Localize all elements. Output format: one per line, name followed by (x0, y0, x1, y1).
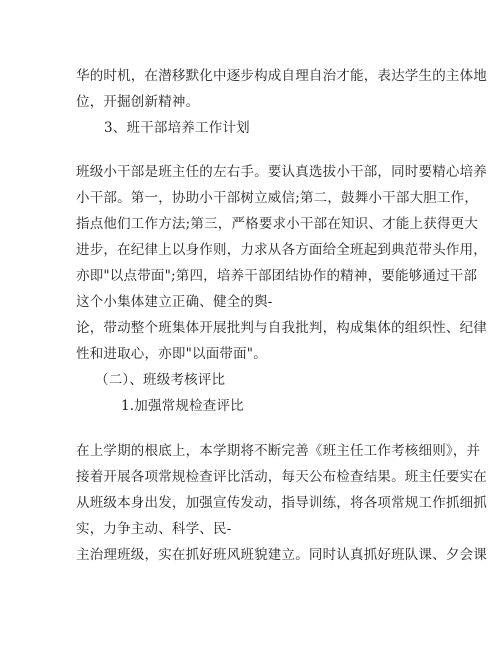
text-line: 华的时机，在潜移默化中逐步构成自理自治才能，表达学生的主体地 (76, 68, 487, 84)
text-line: 位，开掘创新精神。 (76, 94, 200, 110)
text-line: 性和进取心，亦即"以面带面"。 (76, 346, 267, 362)
text-line: 指点他们工作方法;第三，严格要求小干部在知识、才能上获得更大 (76, 216, 479, 232)
text-line: 论，带动整个班集体开展批判与自我批判，构成集体的组织性、纪律 (76, 320, 487, 336)
text-line: 这个小集体建立正确、健全的舆- (76, 294, 273, 310)
text-line: 班级小干部是班主任的左右手。要认真选拔小干部，同时要精心培养 (76, 164, 487, 180)
text-line: 进步，在纪律上以身作则，力求从各方面给全班起到典范带头作用， (76, 242, 487, 258)
text-line: 从班级本身出发，加强宣传发动，指导训练，将各项常规工作抓细抓 (76, 495, 487, 511)
text-line: 小干部。第一，协助小干部树立威信;第二，鼓舞小干部大胆工作， (76, 190, 479, 206)
text-line: 在上学期的根底上，本学期将不断完善《班主任工作考核细则》，并 (76, 443, 481, 459)
text-line: 亦即"以点带面";第四，培养干部团结协作的精神，要能够通过干部 (76, 268, 478, 284)
subsection-heading: 1.加强常规检查评比 (121, 398, 244, 414)
section-heading: 3、班干部培养工作计划 (104, 120, 250, 136)
section-heading: （二）、班级考核评比 (95, 372, 226, 388)
text-line: 接着开展各项常规检查评比活动，每天公布检查结果。班主任要实在 (76, 469, 487, 485)
text-line: 实，力争主动、科学、民- (76, 521, 232, 537)
text-line: 主治理班级，实在抓好班风班貌建立。同时认真抓好班队课、夕会课 (76, 547, 487, 563)
